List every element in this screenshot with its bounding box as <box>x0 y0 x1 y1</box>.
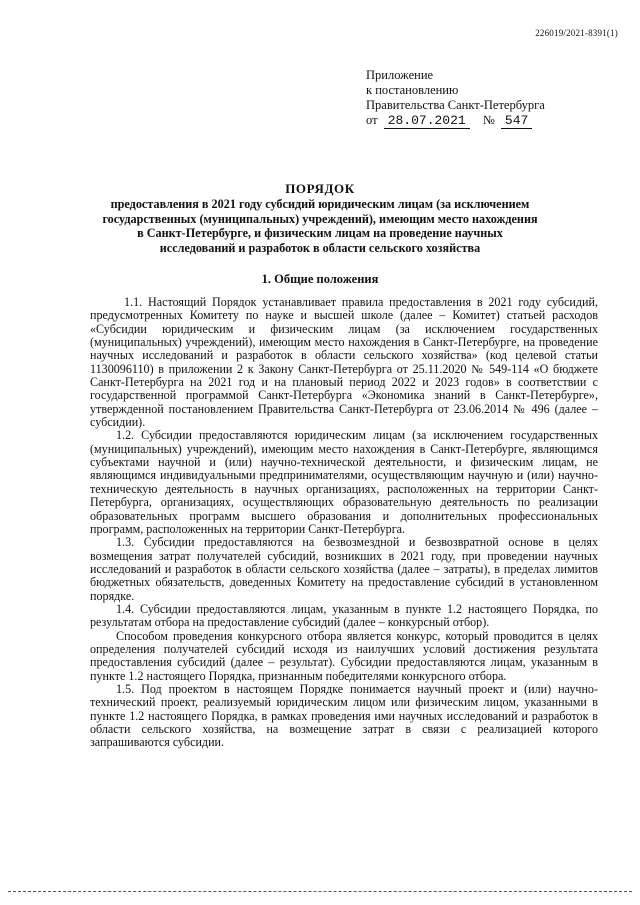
decree-date: 28.07.2021 <box>384 113 470 129</box>
paragraph: 1.2. Субсидии предоставляются юридическим лицам (за исключением государственных (муниципальных) учреждений), имеющим место нахождения в Санкт-Петербурге, являющимся субъектами научной и (или) научно-технической деятельности, и физическим лицам, не являющимся индивидуальными предпринимателями, осуществляющим научную и (или) научно-техническую деятельность в научных организациях, расположенных на территории Санкт-Петербурга, организациях, осуществляющих образовательную деятельность по реализации образовательных программ высшего образования и дополнительных профессиональных программ, расположенных на территории Санкт-Петербурга. <box>90 428 598 536</box>
appendix-label: Приложение <box>366 68 434 82</box>
section-body <box>90 296 598 750</box>
number-prefix: № <box>482 113 495 127</box>
document-title: ПОРЯДОК <box>285 181 355 196</box>
section-heading: 1. Общие положения <box>261 272 379 286</box>
appendix-block <box>366 68 545 129</box>
appendix-authority: Правительства Санкт-Петербурга <box>366 98 545 112</box>
document-subtitle: предоставления в 2021 году субсидий юридическим лицам (за исключением государственных (муниципальных) учреждений), имеющим место нахождения в Санкт-Петербурге, и физическим лицам на проведение научных исследований и разработок в области сельского хозяйства <box>102 197 538 255</box>
paragraph: 1.5. Под проектом в настоящем Порядке понимается научный проект и (или) научно-технический проект, реализуемый юридическим лицом или физическим лицом, указанными в пункте 1.2 настоящего Порядка, в рамках проведения ими научных исследований и разработок в области сельского хозяйства, на возмещение затрат в связи с реализацией которого запрашиваются субсидии. <box>90 681 598 750</box>
paragraph: 1.3. Субсидии предоставляются на безвозмездной и безвозвратной основе в целях возмещения затрат получателей субсидий, возникших в 2021 году, при проведении научных исследований и разработок в области сельского хозяйства (далее – затраты), в пределах лимитов бюджетных обязательств, доведенных Комитету на предоставление субсидий в установленном порядке. <box>90 535 598 603</box>
decree-number: 547 <box>501 113 532 129</box>
paragraph: 1.4. Субсидии предоставляются лицам, указанным в пункте 1.2 настоящего Порядка, по результатам отбора на предоставление субсидий (далее – конкурсный отбор). <box>90 601 598 630</box>
document-id: 226019/2021-8391(1) <box>535 28 618 38</box>
appendix-decree-label: к постановлению <box>366 83 459 97</box>
paragraph: Способом проведения конкурсного отбора является конкурс, который проводится в целях определения получателей субсидий исходя из наилучших условий достижения результата предоставления субсидий (далее – результат). Субсидии предоставляются лицам, указанным в пункте 1.2 настоящего Порядка, признанным победителями конкурсного отбора. <box>90 628 598 683</box>
scan-edge-line <box>8 891 632 892</box>
date-prefix: от <box>366 113 378 127</box>
appendix-date-number-line <box>366 113 545 129</box>
paragraph: 1.1. Настоящий Порядок устанавливает правила предоставления в 2021 году субсидий, предусмотренных Комитету по науке и высшей школе (далее – Комитет) статьей расходов «Субсидии юридическим и физическим лицам (за исключением государственных (муниципальных) учреждений), имеющим место нахождения в Санкт-Петербурге, на проведение научных исследований и разработок в области сельского хозяйства» (код целевой статьи 1130096110) в приложении 2 к Закону Санкт-Петербурга от 25.11.2020 № 549-114 «О бюджете Санкт-Петербурга на 2021 год и на плановый период 2022 и 2023 годов» в соответствии с государственной программой Санкт-Петербурга «Экономика знаний в Санкт-Петербурге», утвержденной постановлением Правительства Санкт-Петербурга от 23.06.2014 № 496 (далее – субсидии). <box>90 295 598 430</box>
